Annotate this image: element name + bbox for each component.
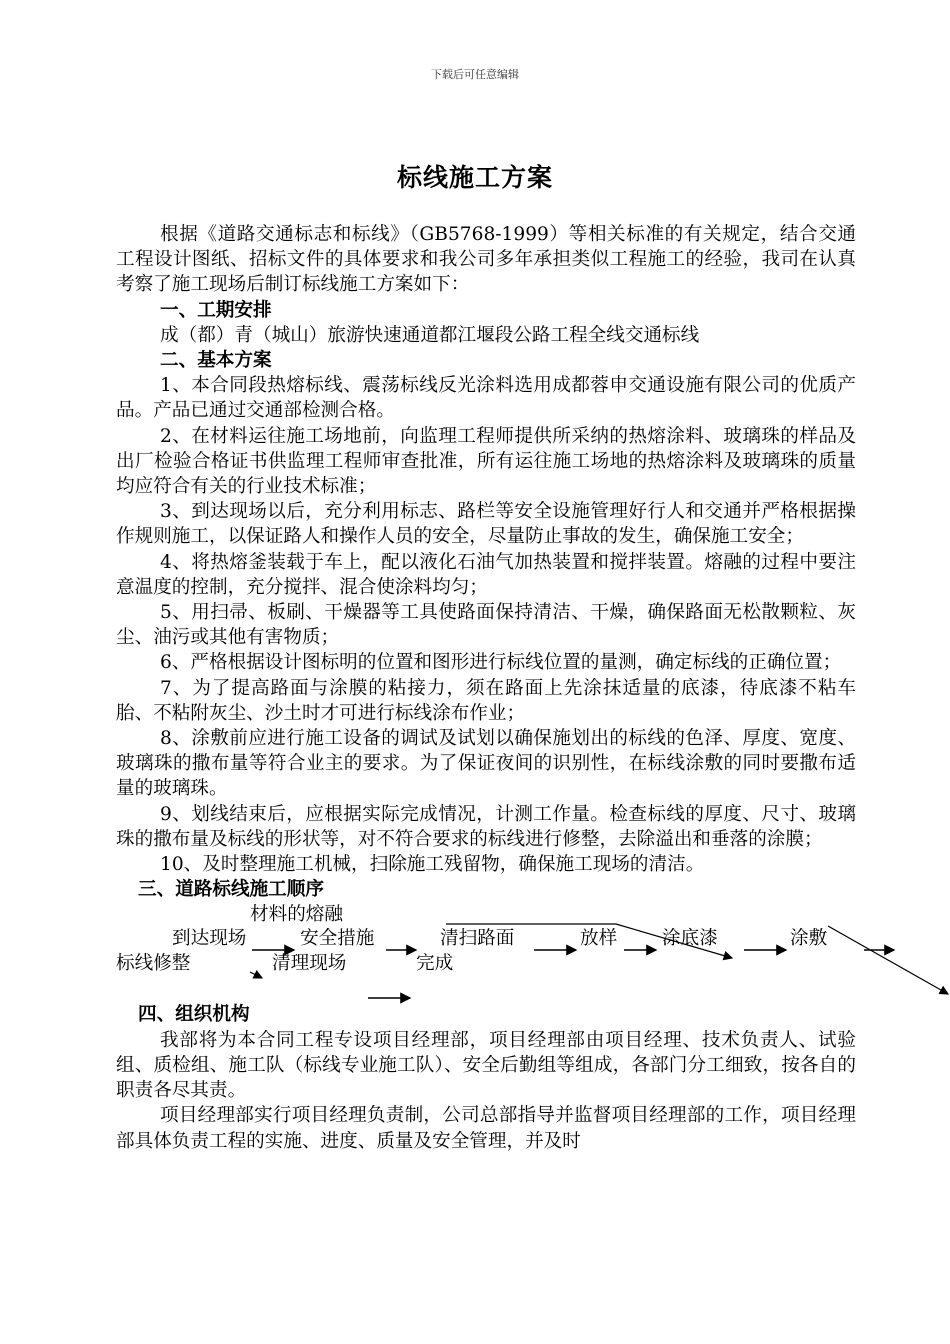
construction-sequence-flow — [116, 902, 856, 1002]
plan-item: 7、为了提高路面与涂膜的粘接力，须在路面上先涂抹适量的底漆，待底漆不粘车胎、不粘附灰尘、沙土时才可进行标线涂布作业； — [116, 677, 856, 724]
plan-item: 8、涂敷前应进行施工设备的调试及试划以确保施划出的标线的色泽、厚度、宽度、玻璃珠的撒布量等符合业主的要求。为了保证夜间的识别性，在标线涂敷的同时要撒布适量的玻璃珠。 — [116, 728, 856, 800]
flow-step-apply: 涂敷 — [790, 928, 828, 950]
plan-item: 9、划线结束后，应根据实际完成情况，计测工作量。检查标线的厚度、尺寸、玻璃珠的撒布量及标线的形状等，对不符合要求的标线进行修整，去除溢出和垂落的涂膜； — [116, 803, 856, 850]
plan-item: 2、在材料运往施工场地前，向监理工程师提供所采纳的热熔涂料、玻璃珠的样品及出厂检验合格证书供监理工程师审查批准，所有运往施工场地的热熔涂料及玻璃珠的质量均应符合有关的行业技术标准； — [116, 425, 856, 498]
flow-step-safety: 安全措施 — [300, 928, 375, 950]
plan-item: 6、严格根据设计图标明的位置和图形进行标线位置的量测，确定标线的正确位置； — [160, 652, 842, 674]
schedule-text: 成（都）青（城山）旅游快速通道都江堰段公路工程全线交通标线 — [160, 324, 700, 346]
flow-step-layout: 放样 — [580, 928, 618, 950]
flow-arrows — [116, 902, 856, 1002]
page-title: 标线施工方案 — [396, 163, 553, 192]
plan-item: 4、将热熔釜装载于车上，配以液化石油气加热装置和搅拌装置。熔融的过程中要注意温度的控制，充分搅拌、混合使涂料均匀； — [116, 551, 856, 598]
plan-item: 3、到达现场以后，充分利用标志、路栏等安全设施管理好行人和交通并严格根据操作规则施工，以保证路人和操作人员的安全，尽量防止事故的发生，确保施工安全； — [116, 501, 856, 548]
flow-step-melt: 材料的熔融 — [250, 904, 343, 926]
plan-item: 1、本合同段热熔标线、震荡标线反光涂料选用成都蓉申交通设施有限公司的优质产品。产品已通过交通部检测合格。 — [116, 375, 856, 422]
organization-paragraph: 项目经理部实行项目经理负责制，公司总部指导并监督项目经理部的工作，项目经理部具体负责工程的实施、进度、质量及安全管理，并及时 — [116, 1105, 856, 1152]
document-body — [116, 222, 856, 1154]
plan-item: 5、用扫帚、板刷、干燥器等工具使路面保持清洁、干燥，确保路面无松散颗粒、灰尘、油污或其他有害物质； — [116, 602, 856, 649]
section-heading-organization: 四、组织机构 — [138, 1004, 250, 1026]
flow-step-sweep: 清扫路面 — [440, 928, 515, 950]
flow-arrow — [828, 926, 948, 994]
organization-paragraph: 我部将为本合同工程专设项目经理部，项目经理部由项目经理、技术负责人、试验组、质检组、施工队（标线专业施工队）、安全后勤组等组成，各部门分工细致，按各自的职责各尽其责。 — [116, 1029, 856, 1102]
section-heading-plan: 二、基本方案 — [160, 350, 272, 372]
header-note: 下载后可任意编辑 — [431, 68, 519, 81]
section-heading-schedule: 一、工期安排 — [160, 299, 272, 321]
flow-step-trim: 标线修整 — [116, 953, 191, 975]
intro-paragraph: 根据《道路交通标志和标线》（GB5768-1999）等相关标准的有关规定，结合交通工程设计图纸、招标文件的具体要求和我公司多年承担类似工程施工的经验，我司在认真考察了施工现场后制订标线施工方案如下： — [116, 224, 856, 296]
plan-item: 10、及时整理施工机械，扫除施工残留物，确保施工现场的清洁。 — [160, 854, 705, 876]
flow-arrow — [250, 972, 262, 978]
flow-step-arrive: 到达现场 — [172, 928, 247, 950]
flow-step-cleanup: 清理现场 — [272, 953, 347, 975]
flow-step-primer: 涂底漆 — [662, 928, 718, 950]
section-heading-sequence: 三、道路标线施工顺序 — [138, 879, 324, 901]
flow-step-finish: 完成 — [416, 953, 454, 975]
